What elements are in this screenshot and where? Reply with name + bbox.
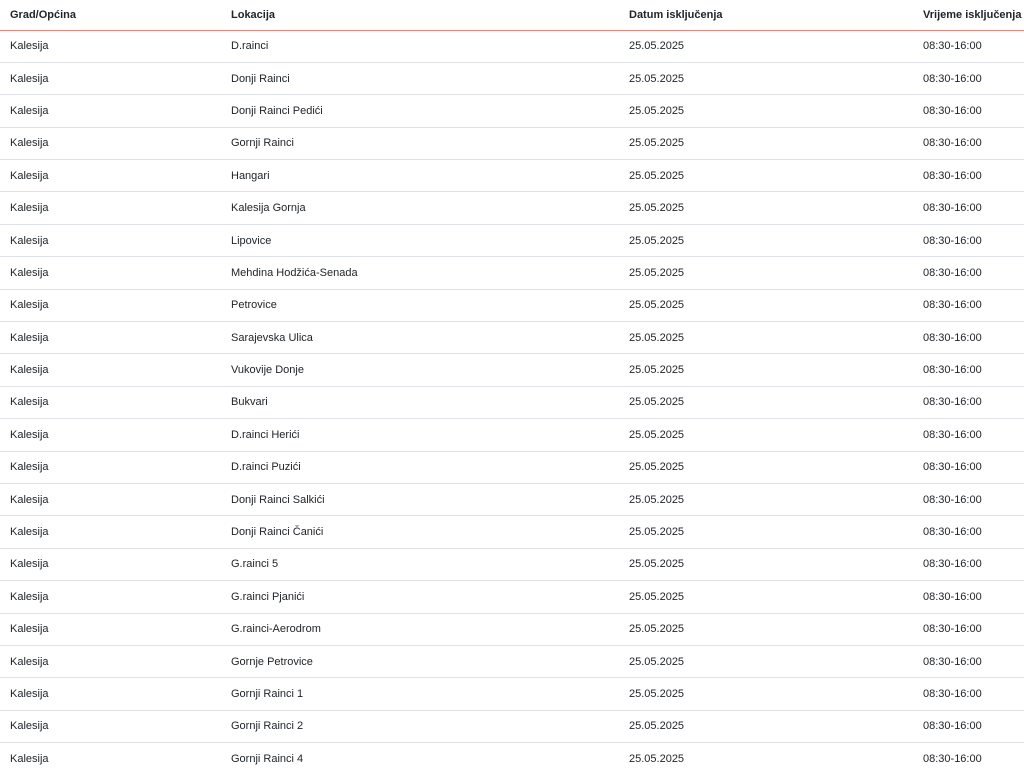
cell-vrijeme: 08:30-16:00 [913,451,1024,483]
cell-datum: 25.05.2025 [619,581,913,613]
cell-datum: 25.05.2025 [619,224,913,256]
cell-vrijeme: 08:30-16:00 [913,613,1024,645]
cell-vrijeme: 08:30-16:00 [913,127,1024,159]
table-row [0,743,1024,774]
column-header-grad[interactable]: Grad/Općina [0,0,221,30]
cell-vrijeme: 08:30-16:00 [913,386,1024,418]
cell-datum: 25.05.2025 [619,710,913,742]
cell-vrijeme: 08:30-16:00 [913,516,1024,548]
cell-vrijeme: 08:30-16:00 [913,419,1024,451]
table-row [0,224,1024,256]
cell-lokacija: Hangari [221,160,619,192]
cell-vrijeme: 08:30-16:00 [913,710,1024,742]
cell-vrijeme: 08:30-16:00 [913,743,1024,774]
cell-lokacija: G.rainci-Aerodrom [221,613,619,645]
cell-grad: Kalesija [0,516,221,548]
table-row [0,516,1024,548]
cell-vrijeme: 08:30-16:00 [913,322,1024,354]
column-header-vrijeme[interactable]: Vrijeme isključenja [913,0,1024,30]
cell-grad: Kalesija [0,581,221,613]
cell-lokacija: Kalesija Gornja [221,192,619,224]
table-row [0,257,1024,289]
cell-lokacija: Donji Rainci Pedići [221,95,619,127]
column-header-datum[interactable]: Datum isključenja [619,0,913,30]
cell-vrijeme: 08:30-16:00 [913,354,1024,386]
cell-datum: 25.05.2025 [619,548,913,580]
cell-lokacija: Bukvari [221,386,619,418]
cell-vrijeme: 08:30-16:00 [913,192,1024,224]
cell-datum: 25.05.2025 [619,289,913,321]
cell-lokacija: D.rainci [221,30,619,62]
cell-datum: 25.05.2025 [619,516,913,548]
cell-vrijeme: 08:30-16:00 [913,548,1024,580]
table-header [0,0,1024,30]
table-row [0,548,1024,580]
cell-vrijeme: 08:30-16:00 [913,645,1024,677]
cell-grad: Kalesija [0,678,221,710]
cell-lokacija: D.rainci Puzići [221,451,619,483]
cell-vrijeme: 08:30-16:00 [913,581,1024,613]
table-row [0,95,1024,127]
cell-datum: 25.05.2025 [619,322,913,354]
cell-vrijeme: 08:30-16:00 [913,257,1024,289]
table-body [0,30,1024,774]
cell-grad: Kalesija [0,257,221,289]
cell-grad: Kalesija [0,322,221,354]
cell-grad: Kalesija [0,483,221,515]
cell-grad: Kalesija [0,224,221,256]
table-row [0,581,1024,613]
cell-datum: 25.05.2025 [619,62,913,94]
cell-grad: Kalesija [0,743,221,774]
table-row [0,451,1024,483]
cell-datum: 25.05.2025 [619,30,913,62]
cell-vrijeme: 08:30-16:00 [913,62,1024,94]
cell-vrijeme: 08:30-16:00 [913,483,1024,515]
cell-grad: Kalesija [0,127,221,159]
table-row [0,192,1024,224]
cell-lokacija: Gornji Rainci 1 [221,678,619,710]
cell-grad: Kalesija [0,548,221,580]
cell-grad: Kalesija [0,451,221,483]
cell-lokacija: Gornje Petrovice [221,645,619,677]
cell-lokacija: Vukovije Donje [221,354,619,386]
cell-datum: 25.05.2025 [619,386,913,418]
cell-grad: Kalesija [0,95,221,127]
table-row [0,710,1024,742]
cell-vrijeme: 08:30-16:00 [913,224,1024,256]
cell-grad: Kalesija [0,386,221,418]
cell-lokacija: Gornji Rainci 4 [221,743,619,774]
cell-datum: 25.05.2025 [619,743,913,774]
cell-lokacija: Donji Rainci Salkići [221,483,619,515]
cell-vrijeme: 08:30-16:00 [913,30,1024,62]
cell-lokacija: Gornji Rainci 2 [221,710,619,742]
table-row [0,322,1024,354]
cell-vrijeme: 08:30-16:00 [913,289,1024,321]
table-row [0,483,1024,515]
table-row [0,62,1024,94]
cell-datum: 25.05.2025 [619,192,913,224]
cell-datum: 25.05.2025 [619,613,913,645]
cell-grad: Kalesija [0,645,221,677]
table-row [0,354,1024,386]
cell-grad: Kalesija [0,354,221,386]
table-row [0,289,1024,321]
table-row [0,160,1024,192]
cell-datum: 25.05.2025 [619,645,913,677]
table-row [0,645,1024,677]
table-row [0,127,1024,159]
cell-lokacija: Gornji Rainci [221,127,619,159]
table-row [0,30,1024,62]
cell-vrijeme: 08:30-16:00 [913,95,1024,127]
table-row [0,386,1024,418]
cell-lokacija: Sarajevska Ulica [221,322,619,354]
cell-datum: 25.05.2025 [619,127,913,159]
cell-grad: Kalesija [0,160,221,192]
column-header-lokacija[interactable]: Lokacija [221,0,619,30]
cell-vrijeme: 08:30-16:00 [913,678,1024,710]
cell-grad: Kalesija [0,289,221,321]
cell-vrijeme: 08:30-16:00 [913,160,1024,192]
cell-lokacija: Donji Rainci [221,62,619,94]
cell-datum: 25.05.2025 [619,678,913,710]
table-row [0,613,1024,645]
cell-grad: Kalesija [0,192,221,224]
header-row [0,0,1024,30]
cell-lokacija: Donji Rainci Čanići [221,516,619,548]
cell-grad: Kalesija [0,613,221,645]
cell-grad: Kalesija [0,62,221,94]
cell-datum: 25.05.2025 [619,451,913,483]
cell-lokacija: Lipovice [221,224,619,256]
cell-datum: 25.05.2025 [619,160,913,192]
cell-grad: Kalesija [0,30,221,62]
cell-lokacija: Mehdina Hodžića-Senada [221,257,619,289]
cell-lokacija: G.rainci Pjanići [221,581,619,613]
cell-datum: 25.05.2025 [619,95,913,127]
cell-datum: 25.05.2025 [619,354,913,386]
table-row [0,419,1024,451]
cell-grad: Kalesija [0,710,221,742]
cell-lokacija: Petrovice [221,289,619,321]
cell-grad: Kalesija [0,419,221,451]
cell-lokacija: D.rainci Herići [221,419,619,451]
cell-datum: 25.05.2025 [619,419,913,451]
table-row [0,678,1024,710]
cell-datum: 25.05.2025 [619,483,913,515]
cell-lokacija: G.rainci 5 [221,548,619,580]
cell-datum: 25.05.2025 [619,257,913,289]
